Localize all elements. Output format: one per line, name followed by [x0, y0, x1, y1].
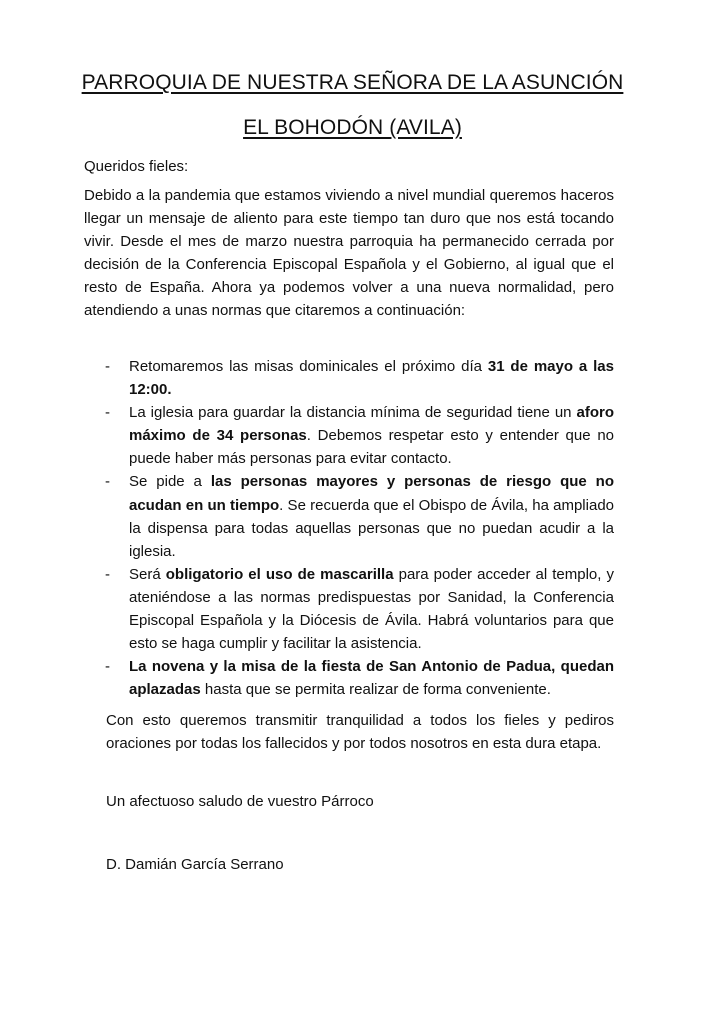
item-text: . Se recuerda que el Obispo de Ávila, ha ampliado la dispensa para todas aquellas personas que no puedan acudir a la iglesia.: [129, 496, 615, 560]
parish-location: EL BOHODÓN (AVILA): [243, 116, 462, 139]
parish-title: PARROQUIA DE NUESTRA SEÑORA DE LA ASUNCIÓN: [81, 71, 624, 94]
item-bold-text: obligatorio el uso de mascarilla: [165, 565, 394, 583]
item-bold-text: aforo máximo de 34 personas: [129, 404, 614, 445]
item-text: Será: [129, 565, 166, 583]
rules-list: [105, 355, 614, 701]
item-bold-text: 31 de mayo a las 12:00.: [129, 358, 614, 399]
item-bold-text: La novena y la misa de la fiesta de San Antonio de Padua, quedan aplazadas: [129, 658, 614, 699]
list-item: [105, 563, 614, 655]
item-text: Retomaremos las misas dominicales el próximo día: [129, 358, 488, 375]
item-text: . Debemos respetar esto y entender que no puede haber más personas para evitar contacto.: [129, 427, 614, 468]
salutation: Un afectuoso saludo de vuestro Párroco: [106, 793, 374, 810]
bullet-dash: -: [105, 473, 110, 491]
list-item: [105, 355, 614, 401]
closing-paragraph: Con esto queremos transmitir tranquilidad a todos los fieles y pediros oraciones por todas los fallecidos y por todos nosotros en esta dura etapa.: [106, 712, 614, 753]
intro-paragraph: Debido a la pandemia que estamos viviendo a nivel mundial queremos haceros llegar un mensaje de aliento para este tiempo tan duro que nos está tocando vivir. Desde el mes de marzo nuestra parroquia ha permanecido cerrada por decisión de la Conferencia Episcopal Española y el Gobierno, al igual que el resto de España. Ahora ya podemos volver a una nueva normalidad, pero atendiendo a unas normas que citaremos a continuación:: [84, 187, 614, 320]
greeting: Queridos fieles:: [84, 158, 189, 175]
list-item: [105, 401, 614, 470]
bullet-dash: -: [105, 658, 110, 676]
bullet-dash: -: [105, 358, 110, 375]
bullet-dash: -: [105, 565, 110, 583]
signature: D. Damián García Serrano: [106, 856, 284, 873]
list-item: [105, 470, 614, 562]
bullet-dash: -: [105, 404, 110, 422]
item-text: para poder acceder al templo, y ateniéndose a las normas predispuestas por Sanidad, la Conferencia Episcopal Española y la Diócesis de Ávila. Habrá voluntarios para que esto se haga cumplir y facilitar la asistencia.: [129, 565, 615, 653]
item-text: Se pide a: [129, 473, 211, 491]
item-bold-text: las personas mayores y personas de riesgo que no acudan en un tiempo: [129, 473, 614, 514]
item-text: La iglesia para guardar la distancia mínima de seguridad tiene un: [129, 404, 577, 422]
item-text: hasta que se permita realizar de forma conveniente.: [200, 681, 551, 699]
list-item: [105, 655, 614, 701]
